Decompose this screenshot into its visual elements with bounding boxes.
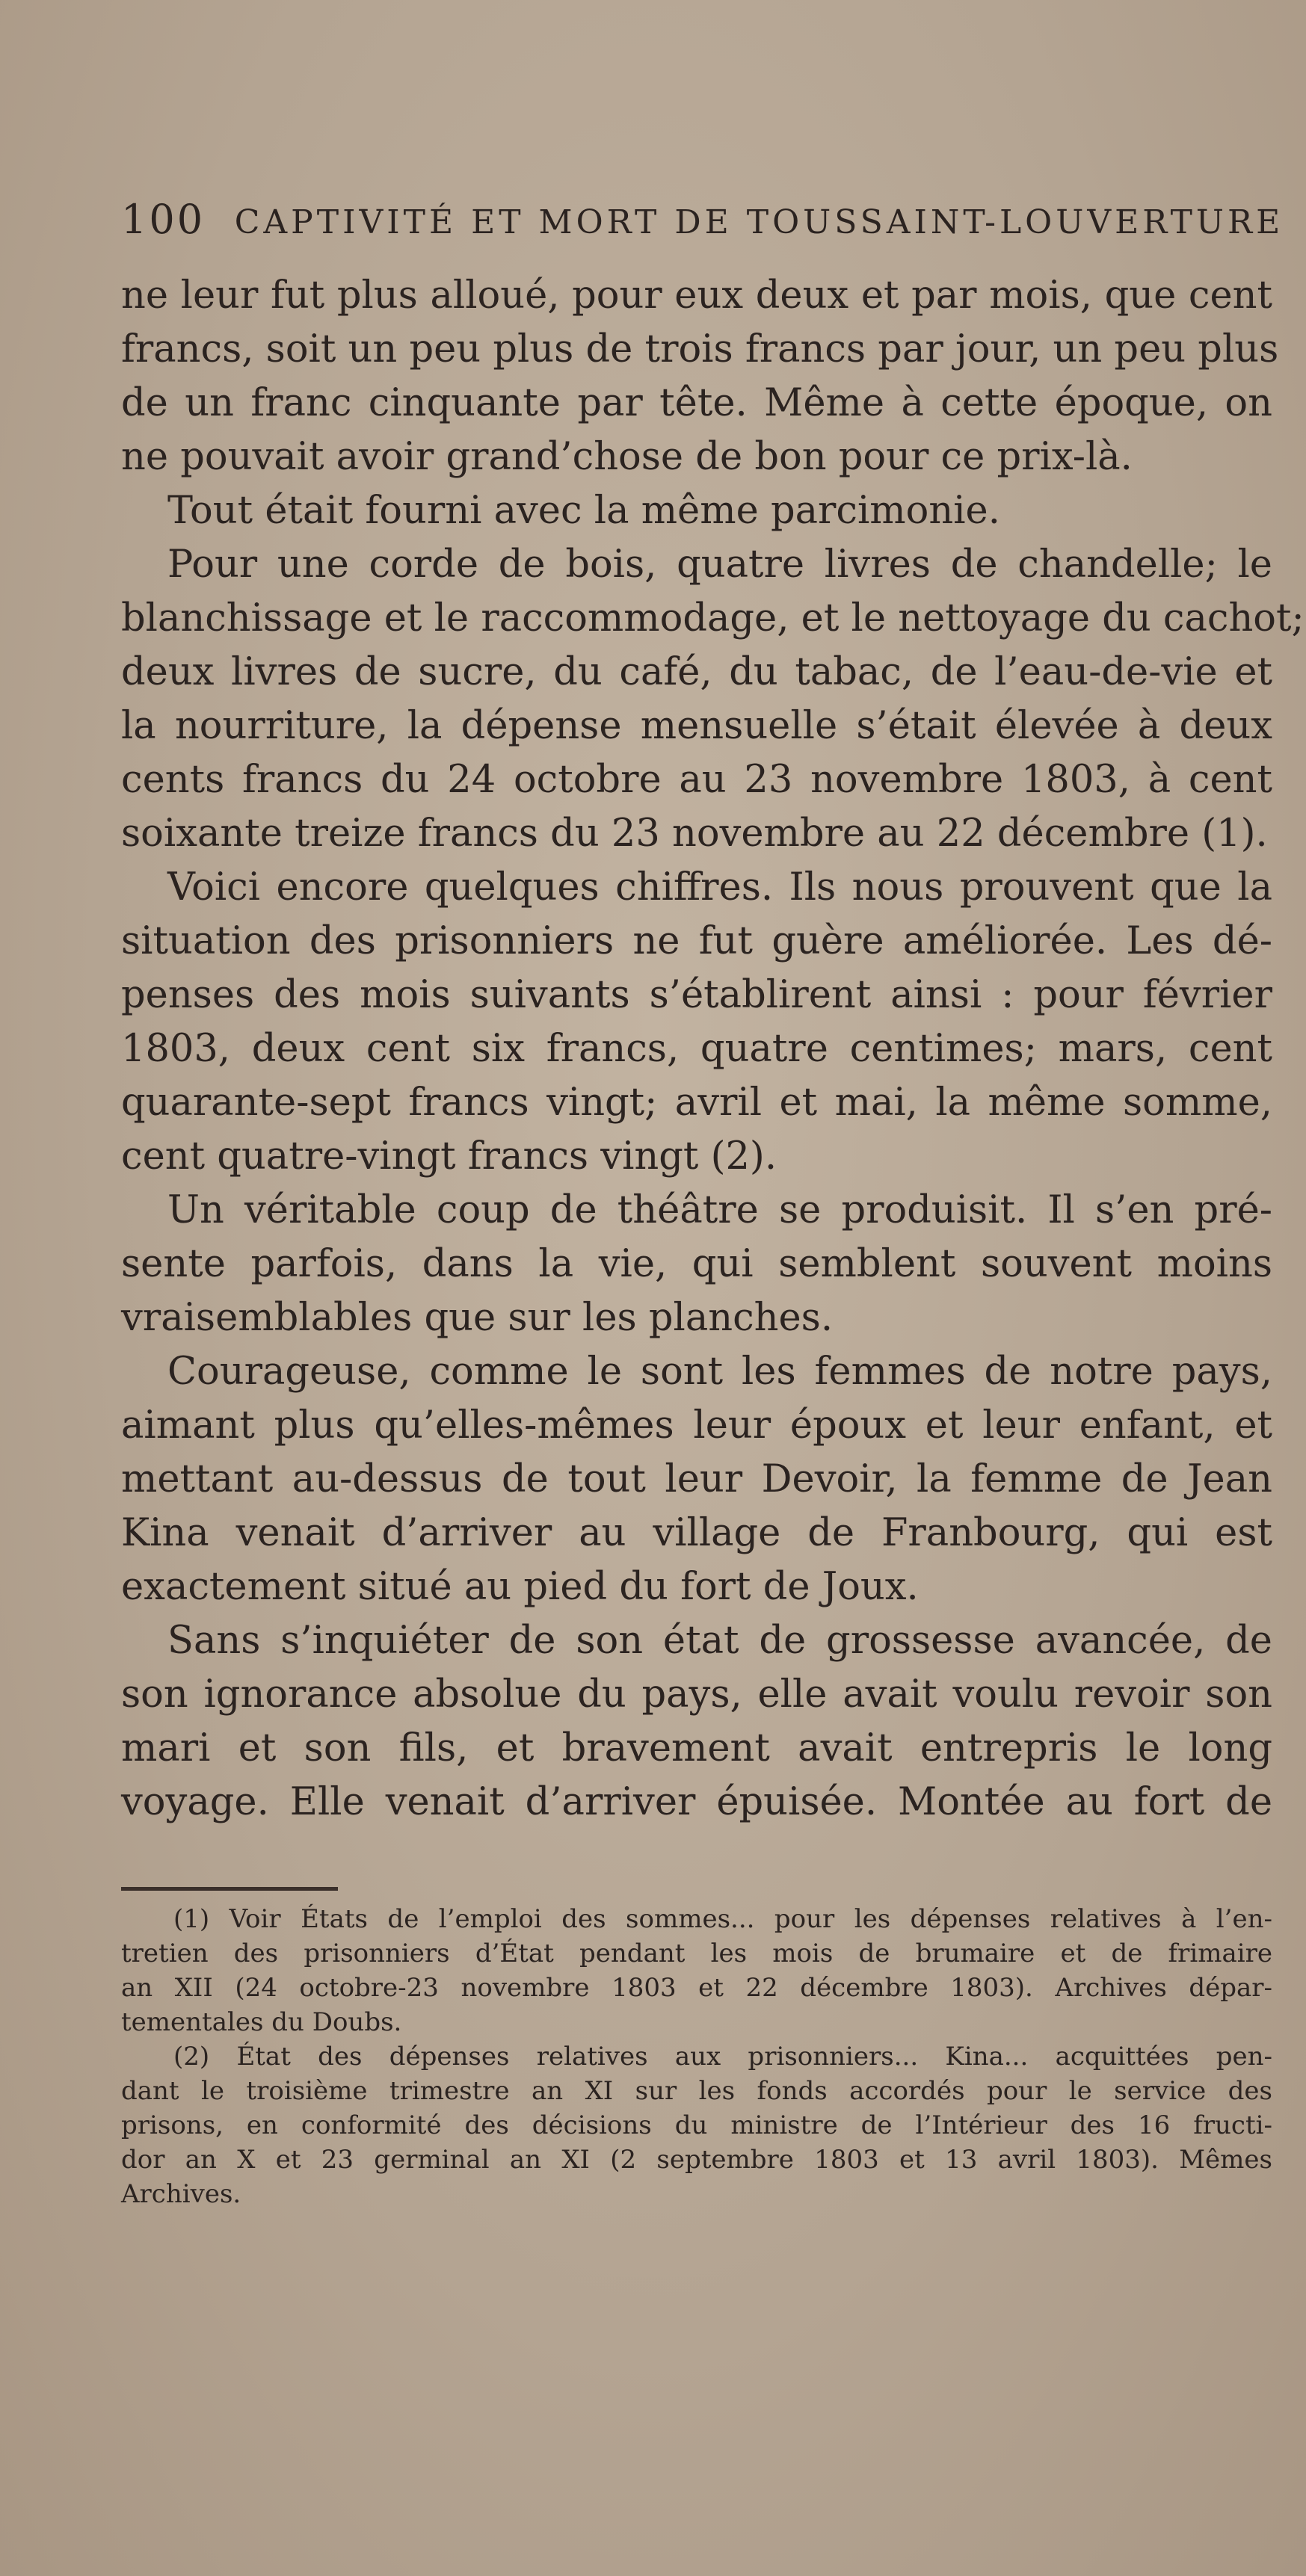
- text-line: la nourriture, la dépense mensuelle s’était élevée à deux: [121, 704, 1272, 748]
- text-line: quarante-sept francs vingt; avril et mai, la même somme,: [121, 1081, 1272, 1125]
- text-line: cent quatre-vingt francs vingt (2).: [121, 1134, 777, 1179]
- text-line: mettant au-dessus de tout leur Devoir, la femme de Jean: [121, 1457, 1272, 1501]
- text-line: soixante treize francs du 23 novembre au 22 décembre (1).: [121, 812, 1268, 856]
- text-line: deux livres de sucre, du café, du tabac, de l’eau-de-vie et: [121, 650, 1272, 694]
- footnote-line: (2) État des dépenses relatives aux prisonniers... Kina... acquittées pen-: [173, 2042, 1272, 2072]
- footnote-line: (1) Voir États de l’emploi des sommes... pour les dépenses relatives à l’en-: [173, 1904, 1272, 1934]
- footnote-line: Archives.: [121, 2179, 241, 2209]
- text-line: vraisemblables que sur les planches.: [121, 1296, 834, 1340]
- text-line: mari et son fils, et bravement avait entrepris le long: [121, 1726, 1272, 1770]
- text-line: ne leur fut plus alloué, pour eux deux et par mois, que cent: [121, 274, 1272, 318]
- text-line: sente parfois, dans la vie, qui semblent souvent moins: [121, 1242, 1272, 1286]
- footnote-separator: [121, 1887, 338, 1891]
- footnote-line: tementales du Doubs.: [121, 2007, 402, 2037]
- text-line: situation des prisonniers ne fut guère améliorée. Les dé-: [121, 919, 1272, 963]
- text-line: Kina venait d’arriver au village de Franbourg, qui est: [121, 1511, 1272, 1555]
- running-title: CAPTIVITÉ ET MORT DE TOUSSAINT-LOUVERTURE: [234, 203, 1284, 241]
- text-line: francs, soit un peu plus de trois francs par jour, un peu plus: [121, 327, 1279, 371]
- text-line: son ignorance absolue du pays, elle avait voulu revoir son: [121, 1672, 1272, 1717]
- text-line: Tout était fourni avec la même parcimonie.: [167, 489, 1000, 533]
- running-header: [121, 196, 1284, 250]
- text-line: cents francs du 24 octobre au 23 novembre 1803, à cent: [121, 758, 1272, 802]
- text-line: aimant plus qu’elles-mêmes leur époux et leur enfant, et: [121, 1403, 1272, 1448]
- text-line: voyage. Elle venait d’arriver épuisée. Montée au fort de: [121, 1780, 1272, 1824]
- footnote-line: tretien des prisonniers d’État pendant les mois de brumaire et de frimaire: [121, 1939, 1272, 1968]
- footnote-line: dor an X et 23 germinal an XI (2 septembre 1803 et 13 avril 1803). Mêmes: [121, 2145, 1272, 2175]
- text-line: Courageuse, comme le sont les femmes de notre pays,: [167, 1350, 1272, 1394]
- text-line: blanchissage et le raccommodage, et le nettoyage du cachot;: [121, 596, 1305, 640]
- footnotes: [121, 1902, 1272, 2211]
- footnote-line: prisons, en conformité des décisions du ministre de l’Intérieur des 16 fructi-: [121, 2110, 1272, 2140]
- text-line: de un franc cinquante par tête. Même à cette époque, on: [121, 381, 1272, 425]
- text-line: Un véritable coup de théâtre se produisit. Il s’en pré-: [167, 1188, 1272, 1232]
- page-number: 100: [121, 196, 206, 243]
- text-line: 1803, deux cent six francs, quatre centimes; mars, cent: [121, 1027, 1272, 1071]
- text-line: penses des mois suivants s’établirent ainsi : pour février: [121, 973, 1272, 1017]
- text-line: Sans s’inquiéter de son état de grossesse avancée, de: [167, 1619, 1272, 1663]
- text-line: Pour une corde de bois, quatre livres de chandelle; le: [167, 543, 1272, 587]
- text-line: exactement situé au pied du fort de Joux.: [121, 1565, 919, 1609]
- main-text: [121, 269, 1305, 1829]
- footnote-line: an XII (24 octobre-23 novembre 1803 et 22 décembre 1803). Archives dépar-: [121, 1973, 1272, 2003]
- text-line: ne pouvait avoir grand’chose de bon pour ce prix-là.: [121, 435, 1133, 479]
- text-line: Voici encore quelques chiffres. Ils nous prouvent que la: [167, 865, 1272, 909]
- footnote-line: dant le troisième trimestre an XI sur les fonds accordés pour le service des: [121, 2076, 1272, 2106]
